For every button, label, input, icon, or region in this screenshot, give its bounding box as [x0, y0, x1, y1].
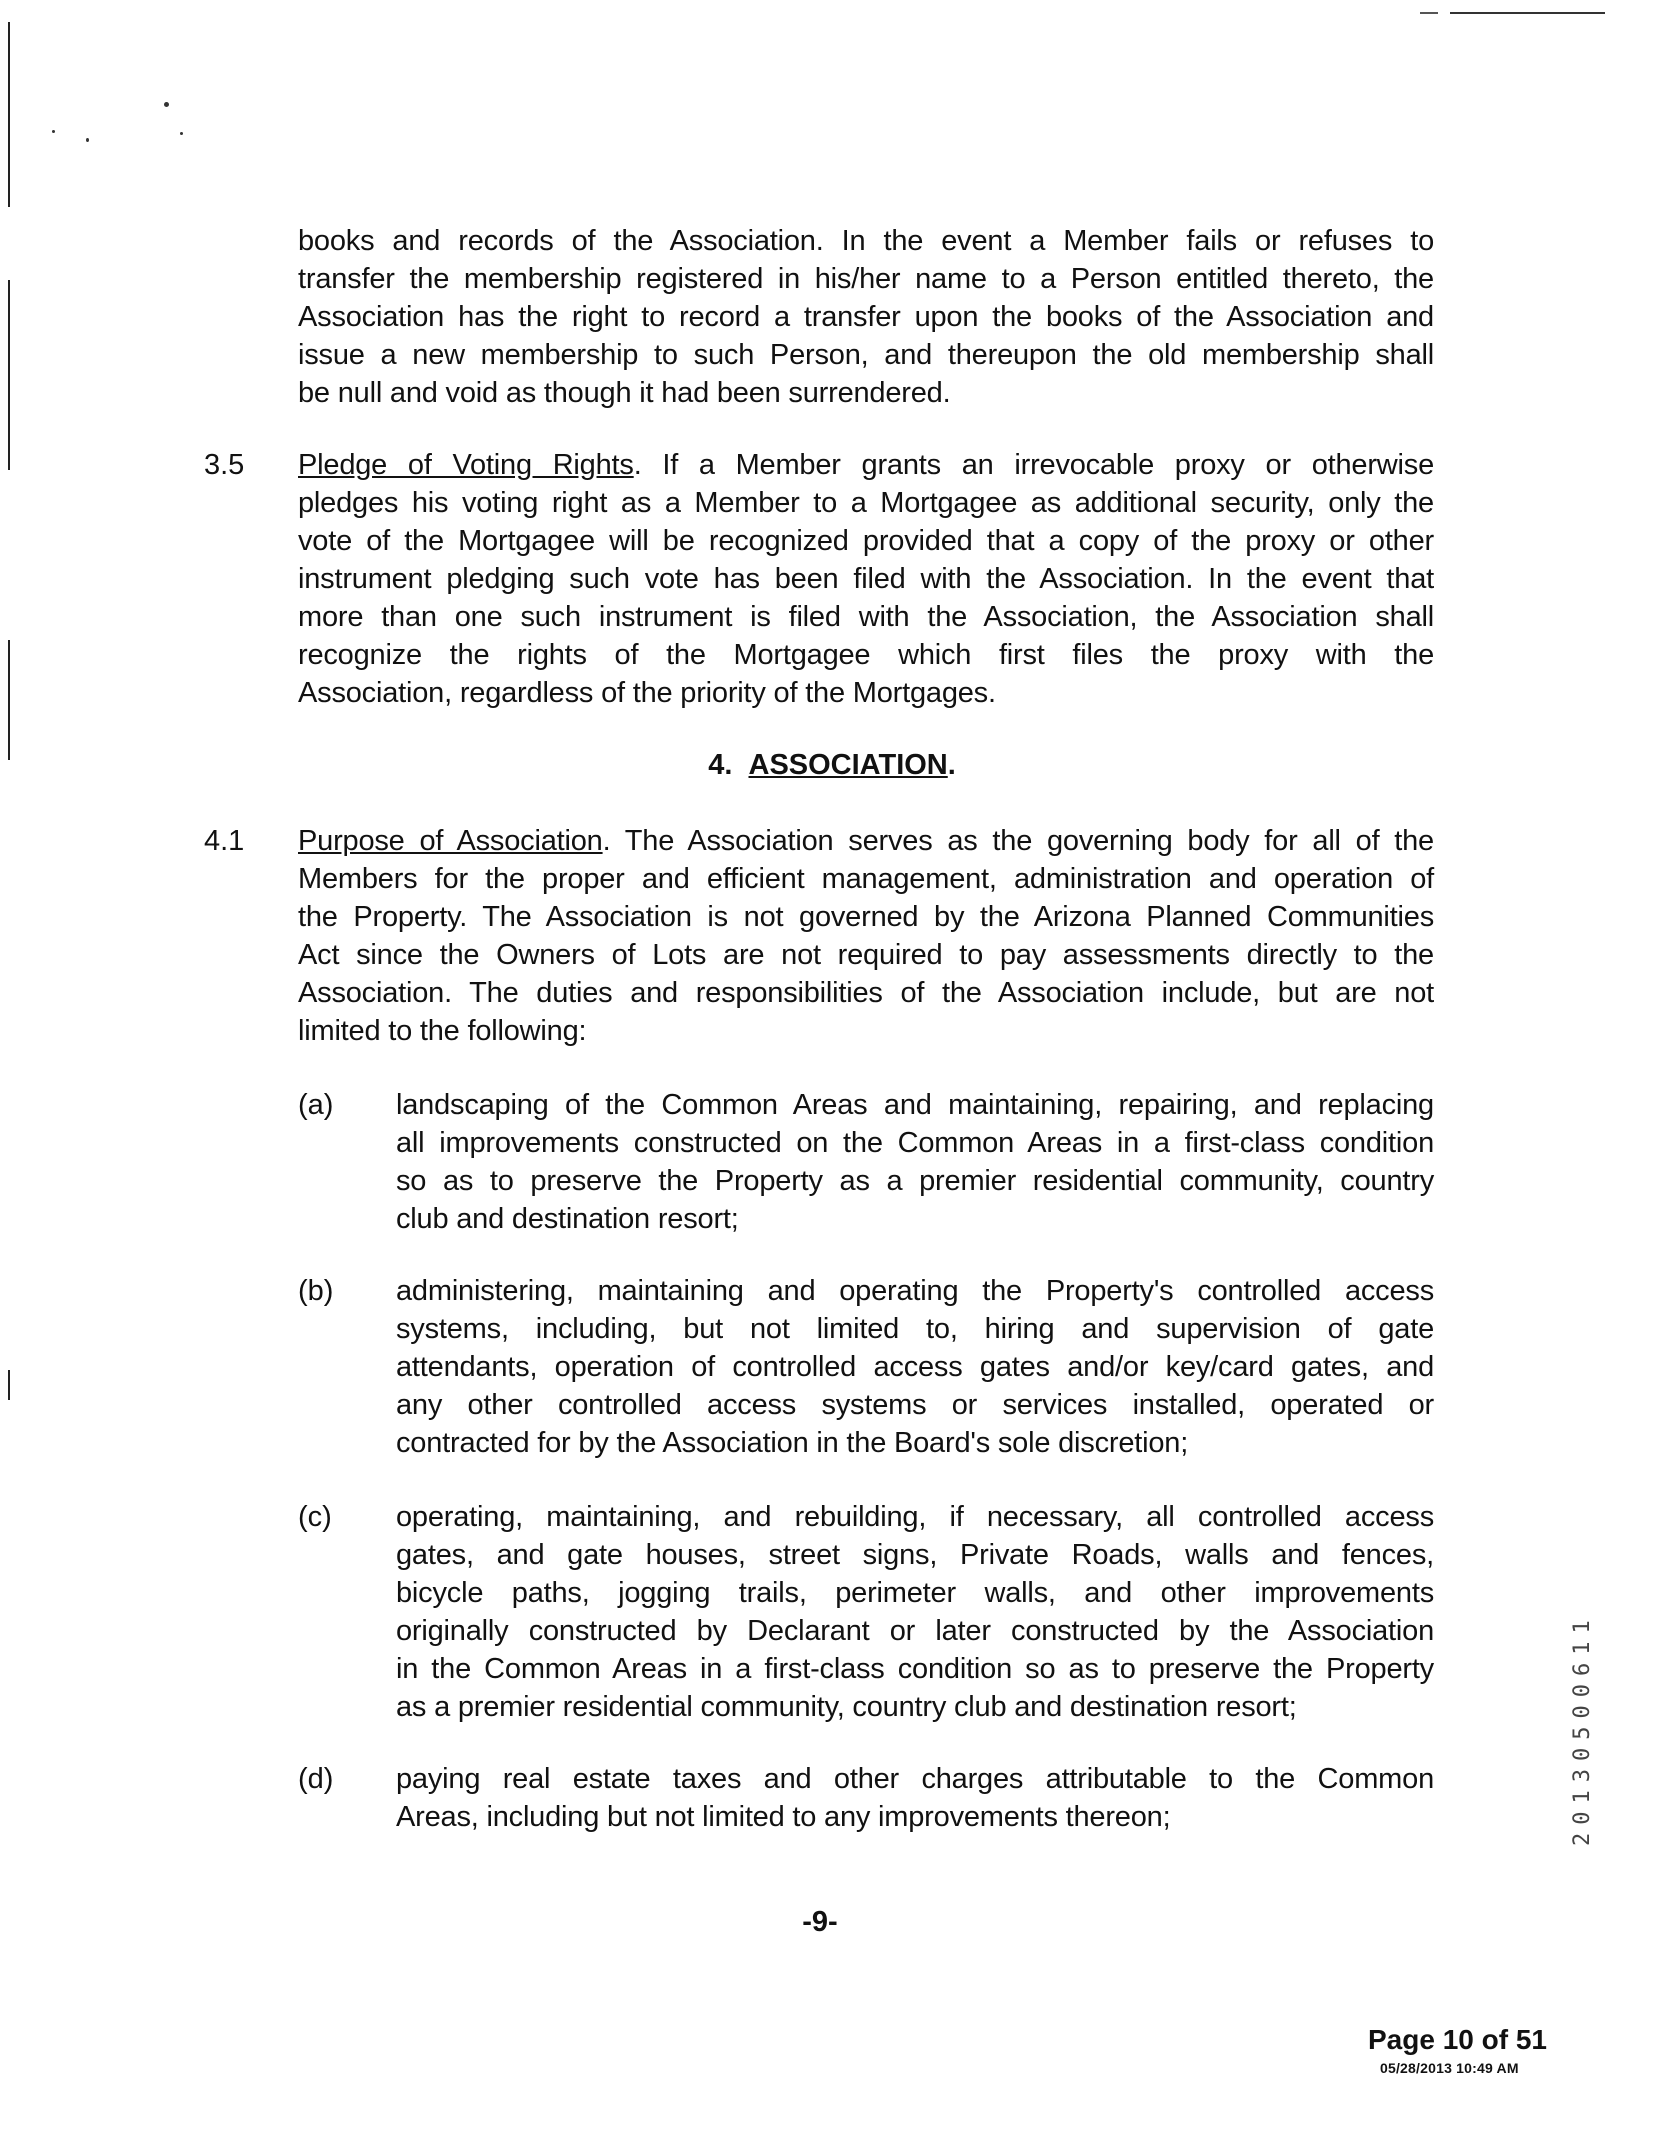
- text-line: Areas, including but not limited to any improvements thereon;: [396, 1801, 1171, 1833]
- scan-margin-line: [8, 1370, 10, 1400]
- scan-speck: [86, 138, 89, 142]
- scan-margin-line: [8, 22, 10, 207]
- text-line: bicycle paths, jogging trails, perimeter walls, and other improvements: [396, 1577, 1434, 1609]
- subsection-label: (c): [298, 1501, 332, 1533]
- text-line: originally constructed by Declarant or later constructed by the Association: [396, 1615, 1434, 1647]
- section-number: 4.1: [204, 825, 245, 857]
- subsection-b-text: [396, 1272, 1434, 1462]
- title-suffix: .: [602, 825, 611, 857]
- scan-speck: [52, 130, 55, 133]
- text-line: any other controlled access systems or services installed, operated or: [396, 1389, 1434, 1421]
- text-line: instrument pledging such vote has been filed with the Association. In the event that: [298, 563, 1434, 595]
- text-line: [298, 822, 1434, 860]
- text-line: all improvements constructed on the Common Areas in a first-class condition: [396, 1127, 1434, 1159]
- scan-top-dash: [1420, 12, 1438, 14]
- text-line: so as to preserve the Property as a premier residential community, country: [396, 1165, 1434, 1197]
- text-line: systems, including, but not limited to, hiring and supervision of gate: [396, 1313, 1434, 1345]
- subsection-d-text: [396, 1760, 1434, 1836]
- scan-margin-line: [8, 640, 10, 760]
- text-line: pledges his voting right as a Member to a Mortgagee as additional security, only the: [298, 487, 1434, 519]
- text-line: books and records of the Association. In the event a Member fails or refuses to: [298, 225, 1434, 257]
- text-line: landscaping of the Common Areas and maintaining, repairing, and replacing: [396, 1089, 1434, 1121]
- text-line: Association has the right to record a transfer upon the books of the Association and: [298, 301, 1434, 333]
- scan-top-rule: [1450, 12, 1605, 14]
- footer-timestamp: 05/28/2013 10:49 AM: [1380, 2060, 1519, 2076]
- text-line: the Property. The Association is not governed by the Arizona Planned Communities: [298, 901, 1434, 933]
- heading-title: ASSOCIATION: [748, 749, 948, 781]
- subsection-label: (d): [298, 1763, 334, 1795]
- first-line-text: If a Member grants an irrevocable proxy or otherwise: [641, 449, 1435, 481]
- text-line: operating, maintaining, and rebuilding, if necessary, all controlled access: [396, 1501, 1434, 1533]
- heading-number: 4.: [708, 749, 733, 781]
- section-number: 3.5: [204, 449, 245, 481]
- scan-margin-line: [8, 280, 10, 470]
- text-line: limited to the following:: [298, 1015, 587, 1047]
- text-line: be null and void as though it had been surrendered.: [298, 377, 951, 409]
- footer-page-count: Page 10 of 51: [1368, 2024, 1547, 2055]
- text-line: recognize the rights of the Mortgagee which first files the proxy with the: [298, 639, 1434, 671]
- text-line: Act since the Owners of Lots are not required to pay assessments directly to the: [298, 939, 1434, 971]
- subsection-label: (a): [298, 1089, 334, 1121]
- section-title: Pledge of Voting Rights: [298, 449, 634, 481]
- scan-speck: [164, 102, 169, 107]
- text-line: paying real estate taxes and other charges attributable to the Common: [396, 1763, 1434, 1795]
- section-title: Purpose of Association: [298, 825, 603, 857]
- recording-number: 20130500611: [1570, 1612, 1595, 1846]
- text-line: issue a new membership to such Person, and thereupon the old membership shall: [298, 339, 1434, 371]
- text-line: contracted for by the Association in the Board's sole discretion;: [396, 1427, 1189, 1459]
- text-line: [298, 446, 1434, 484]
- text-line: Association, regardless of the priority of the Mortgages.: [298, 677, 996, 709]
- carryover-paragraph: [298, 222, 1434, 412]
- text-line: more than one such instrument is filed with the Association, the Association shall: [298, 601, 1434, 633]
- recording-number-stamp: [1566, 1520, 1600, 1850]
- text-line: Association. The duties and responsibilities of the Association include, but are not: [298, 977, 1434, 1009]
- text-line: vote of the Mortgagee will be recognized provided that a copy of the proxy or other: [298, 525, 1434, 557]
- text-line: transfer the membership registered in his/her name to a Person entitled thereto, the: [298, 263, 1434, 295]
- page-number: -9-: [802, 1906, 838, 1938]
- title-suffix: .: [633, 449, 642, 481]
- text-line: attendants, operation of controlled access gates and/or key/card gates, and: [396, 1351, 1434, 1383]
- text-line: Members for the proper and efficient management, administration and operation of: [298, 863, 1434, 895]
- text-line: in the Common Areas in a first-class condition so as to preserve the Property: [396, 1653, 1434, 1685]
- subsection-a-text: [396, 1086, 1434, 1238]
- text-line: administering, maintaining and operating the Property's controlled access: [396, 1275, 1434, 1307]
- scan-speck: [180, 132, 183, 135]
- text-line: as a premier residential community, country club and destination resort;: [396, 1691, 1297, 1723]
- text-line: club and destination resort;: [396, 1203, 739, 1235]
- section-4-1-paragraph: [298, 822, 1434, 1050]
- subsection-c-text: [396, 1498, 1434, 1726]
- subsection-label: (b): [298, 1275, 334, 1307]
- first-line-text: The Association serves as the governing body for all of the: [610, 825, 1434, 857]
- heading-suffix: .: [947, 749, 956, 781]
- text-line: gates, and gate houses, street signs, Private Roads, walls and fences,: [396, 1539, 1434, 1571]
- article-heading: [0, 746, 1664, 784]
- section-3-5-paragraph: [298, 446, 1434, 712]
